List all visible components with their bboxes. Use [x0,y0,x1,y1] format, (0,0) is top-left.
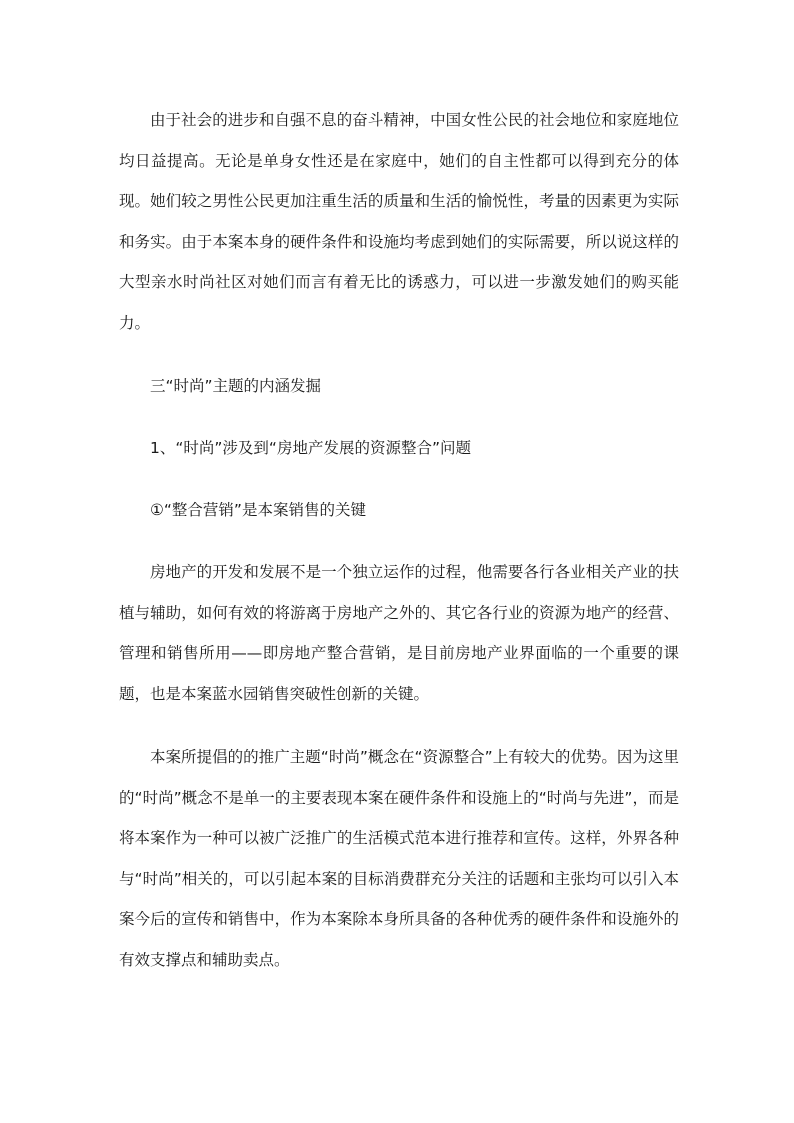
body-paragraph: 本案所提倡的的推广主题“时尚”概念在“资源整合”上有较大的优势。因为这里的“时尚”概念不是单一的主要表现本案在硬件条件和设施上的“时尚与先进”，而是将本案作为一种可以被广泛推广的生活模式范本进行推荐和宣传。这样，外界各种与“时尚”相关的，可以引起本案的目标消费群充分关注的话题和主张均可以引入本案今后的宣传和销售中，作为本案除本身所具备的各种优秀的硬件条件和设施外的有效支撑点和辅助卖点。 [119,748,679,969]
section-heading: 三“时尚”主题的内涵发掘 [150,377,322,395]
subsection-heading: 1、“时尚”涉及到“房地产发展的资源整合”问题 [150,439,471,457]
body-paragraph: 由于社会的进步和自强不息的奋斗精神，中国女性公民的社会地位和家庭地位均日益提高。无论是单身女性还是在家庭中，她们的自主性都可以得到充分的体现。她们较之男性公民更加注重生活的质量和生活的愉悦性，考量的因素更为实际和务实。由于本案本身的硬件条件和设施均考虑到她们的实际需要，所以说这样的大型亲水时尚社区对她们而言有着无比的诱惑力，可以进一步激发她们的购买能力。 [119,111,679,332]
point-heading: ①“整合营销”是本案销售的关键 [150,501,366,519]
body-paragraph: 房地产的开发和发展不是一个独立运作的过程，他需要各行各业相关产业的扶植与辅助，如何有效的将游离于房地产之外的、其它各行业的资源为地产的经营、管理和销售所用——即房地产整合营销，是目前房地产业界面临的一个重要的课题，也是本案蓝水园销售突破性创新的关键。 [119,563,679,703]
